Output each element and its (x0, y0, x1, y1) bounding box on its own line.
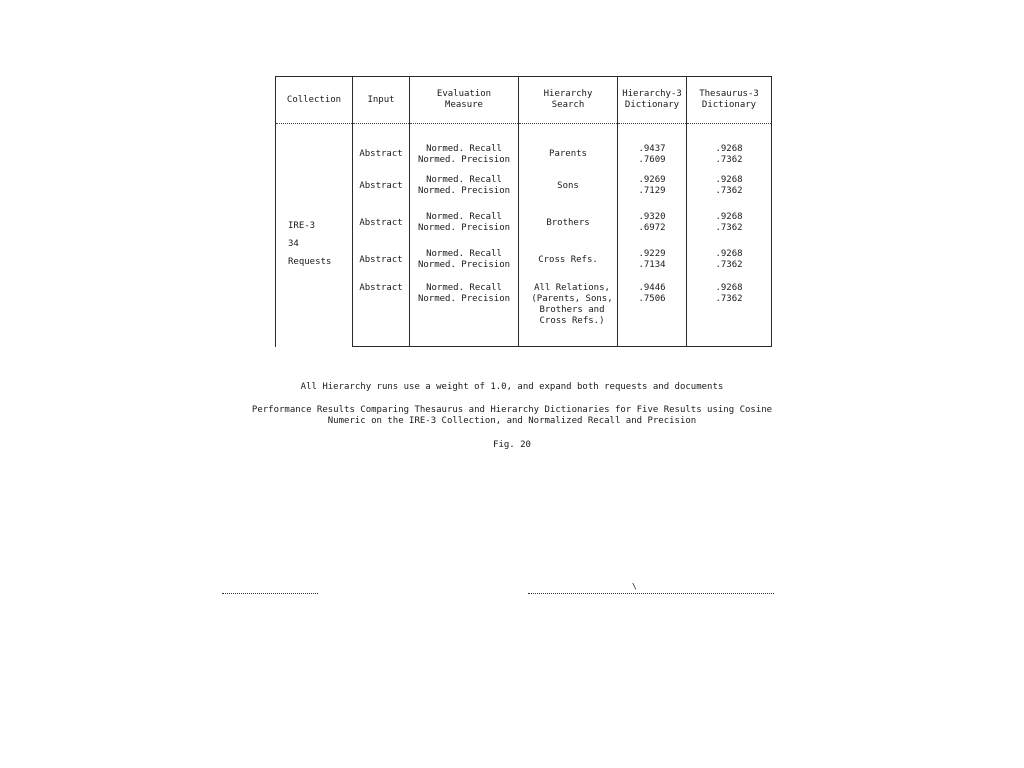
input-cell: Abstract (353, 124, 410, 168)
measure-precision: Normed. Precision (417, 260, 511, 271)
header-search (519, 77, 618, 124)
measure-cell (410, 242, 519, 279)
thesaurus-cell (687, 168, 772, 205)
hierarchy-cell (618, 242, 687, 279)
thesaurus-recall: .9268 (715, 143, 743, 154)
table-row (276, 124, 772, 168)
thesaurus-precision: .7362 (715, 186, 743, 197)
thesaurus-cell (687, 124, 772, 168)
weight-note: All Hierarchy runs use a weight of 1.0, and expand both requests and documents (300, 382, 724, 392)
footer-rule-left (222, 593, 318, 594)
collection-line1: IRE-3 (288, 221, 316, 232)
stray-mark: \ (632, 582, 637, 591)
header-search-line2: Search (551, 100, 585, 110)
thesaurus-cell (687, 205, 772, 242)
measure-cell (410, 124, 519, 168)
thesaurus-precision: .7362 (715, 223, 743, 234)
measure-recall: Normed. Recall (426, 282, 502, 293)
hierarchy-cell (618, 205, 687, 242)
input-cell: Abstract (353, 168, 410, 205)
thesaurus-cell (687, 279, 772, 347)
search-line4: Cross Refs.) (539, 315, 605, 326)
measure-precision: Normed. Precision (417, 154, 511, 165)
header-measure-line1: Evaluation (436, 89, 492, 99)
table-body (276, 124, 772, 347)
figure-caption-line1: Performance Results Comparing Thesaurus and Hierarchy Dictionaries for Five Results using Cosine (251, 405, 773, 415)
collection-line2: 34 (288, 239, 299, 250)
hierarchy-cell (618, 168, 687, 205)
measure-precision: Normed. Precision (417, 223, 511, 234)
search-cell (519, 279, 618, 347)
hierarchy-recall: .9229 (638, 249, 666, 260)
collection-cell (276, 124, 353, 347)
header-collection-label: Collection (286, 94, 342, 105)
thesaurus-recall: .9268 (715, 249, 743, 260)
thesaurus-precision: .7362 (715, 154, 743, 165)
header-hierarchy-line2: Dictionary (624, 100, 680, 110)
header-search-line1: Hierarchy (543, 89, 593, 99)
measure-precision: Normed. Precision (417, 186, 511, 197)
hierarchy-recall: .9320 (638, 212, 666, 223)
measure-recall: Normed. Recall (426, 143, 502, 154)
footer-rule-right (528, 593, 774, 594)
input-cell: Abstract (353, 205, 410, 242)
header-measure (410, 77, 519, 124)
hierarchy-recall: .9446 (638, 282, 666, 293)
measure-cell (410, 168, 519, 205)
search-line3: Brothers and (539, 304, 605, 315)
measure-precision: Normed. Precision (417, 293, 511, 304)
hierarchy-recall: .9437 (638, 143, 666, 154)
search-line2: (Parents, Sons, (531, 293, 613, 304)
input-cell: Abstract (353, 242, 410, 279)
thesaurus-precision: .7362 (715, 293, 743, 304)
header-collection (276, 77, 353, 124)
header-thesaurus-line2: Dictionary (701, 100, 757, 110)
search-cell: Parents (519, 124, 618, 168)
measure-cell (410, 205, 519, 242)
table-header (276, 77, 772, 124)
header-thesaurus-line1: Thesaurus-3 (699, 89, 759, 99)
thesaurus-recall: .9268 (715, 212, 743, 223)
measure-cell (410, 279, 519, 347)
hierarchy-precision: .7609 (638, 154, 666, 165)
search-cell: Cross Refs. (519, 242, 618, 279)
header-input (353, 77, 410, 124)
measure-recall: Normed. Recall (426, 249, 502, 260)
header-measure-line2: Measure (445, 100, 483, 110)
hierarchy-recall: .9269 (638, 175, 666, 186)
figure-caption-line2: Numeric on the IRE-3 Collection, and Normalized Recall and Precision (327, 416, 697, 426)
header-hierarchy (618, 77, 687, 124)
header-input-label: Input (367, 94, 395, 105)
thesaurus-cell (687, 242, 772, 279)
results-table (275, 76, 772, 347)
thesaurus-recall: .9268 (715, 282, 743, 293)
hierarchy-precision: .6972 (638, 223, 666, 234)
thesaurus-precision: .7362 (715, 260, 743, 271)
hierarchy-cell (618, 279, 687, 347)
search-cell: Brothers (519, 205, 618, 242)
measure-recall: Normed. Recall (426, 212, 502, 223)
thesaurus-recall: .9268 (715, 175, 743, 186)
hierarchy-cell (618, 124, 687, 168)
input-cell: Abstract (353, 279, 410, 347)
search-line1: All Relations, (534, 282, 610, 293)
hierarchy-precision: .7134 (638, 260, 666, 271)
collection-line3: Requests (288, 257, 332, 268)
header-thesaurus (687, 77, 772, 124)
measure-recall: Normed. Recall (426, 175, 502, 186)
hierarchy-precision: .7506 (638, 293, 666, 304)
search-cell: Sons (519, 168, 618, 205)
hierarchy-precision: .7129 (638, 186, 666, 197)
figure-label: Fig. 20 (493, 440, 531, 450)
header-hierarchy-line1: Hierarchy-3 (622, 89, 682, 99)
